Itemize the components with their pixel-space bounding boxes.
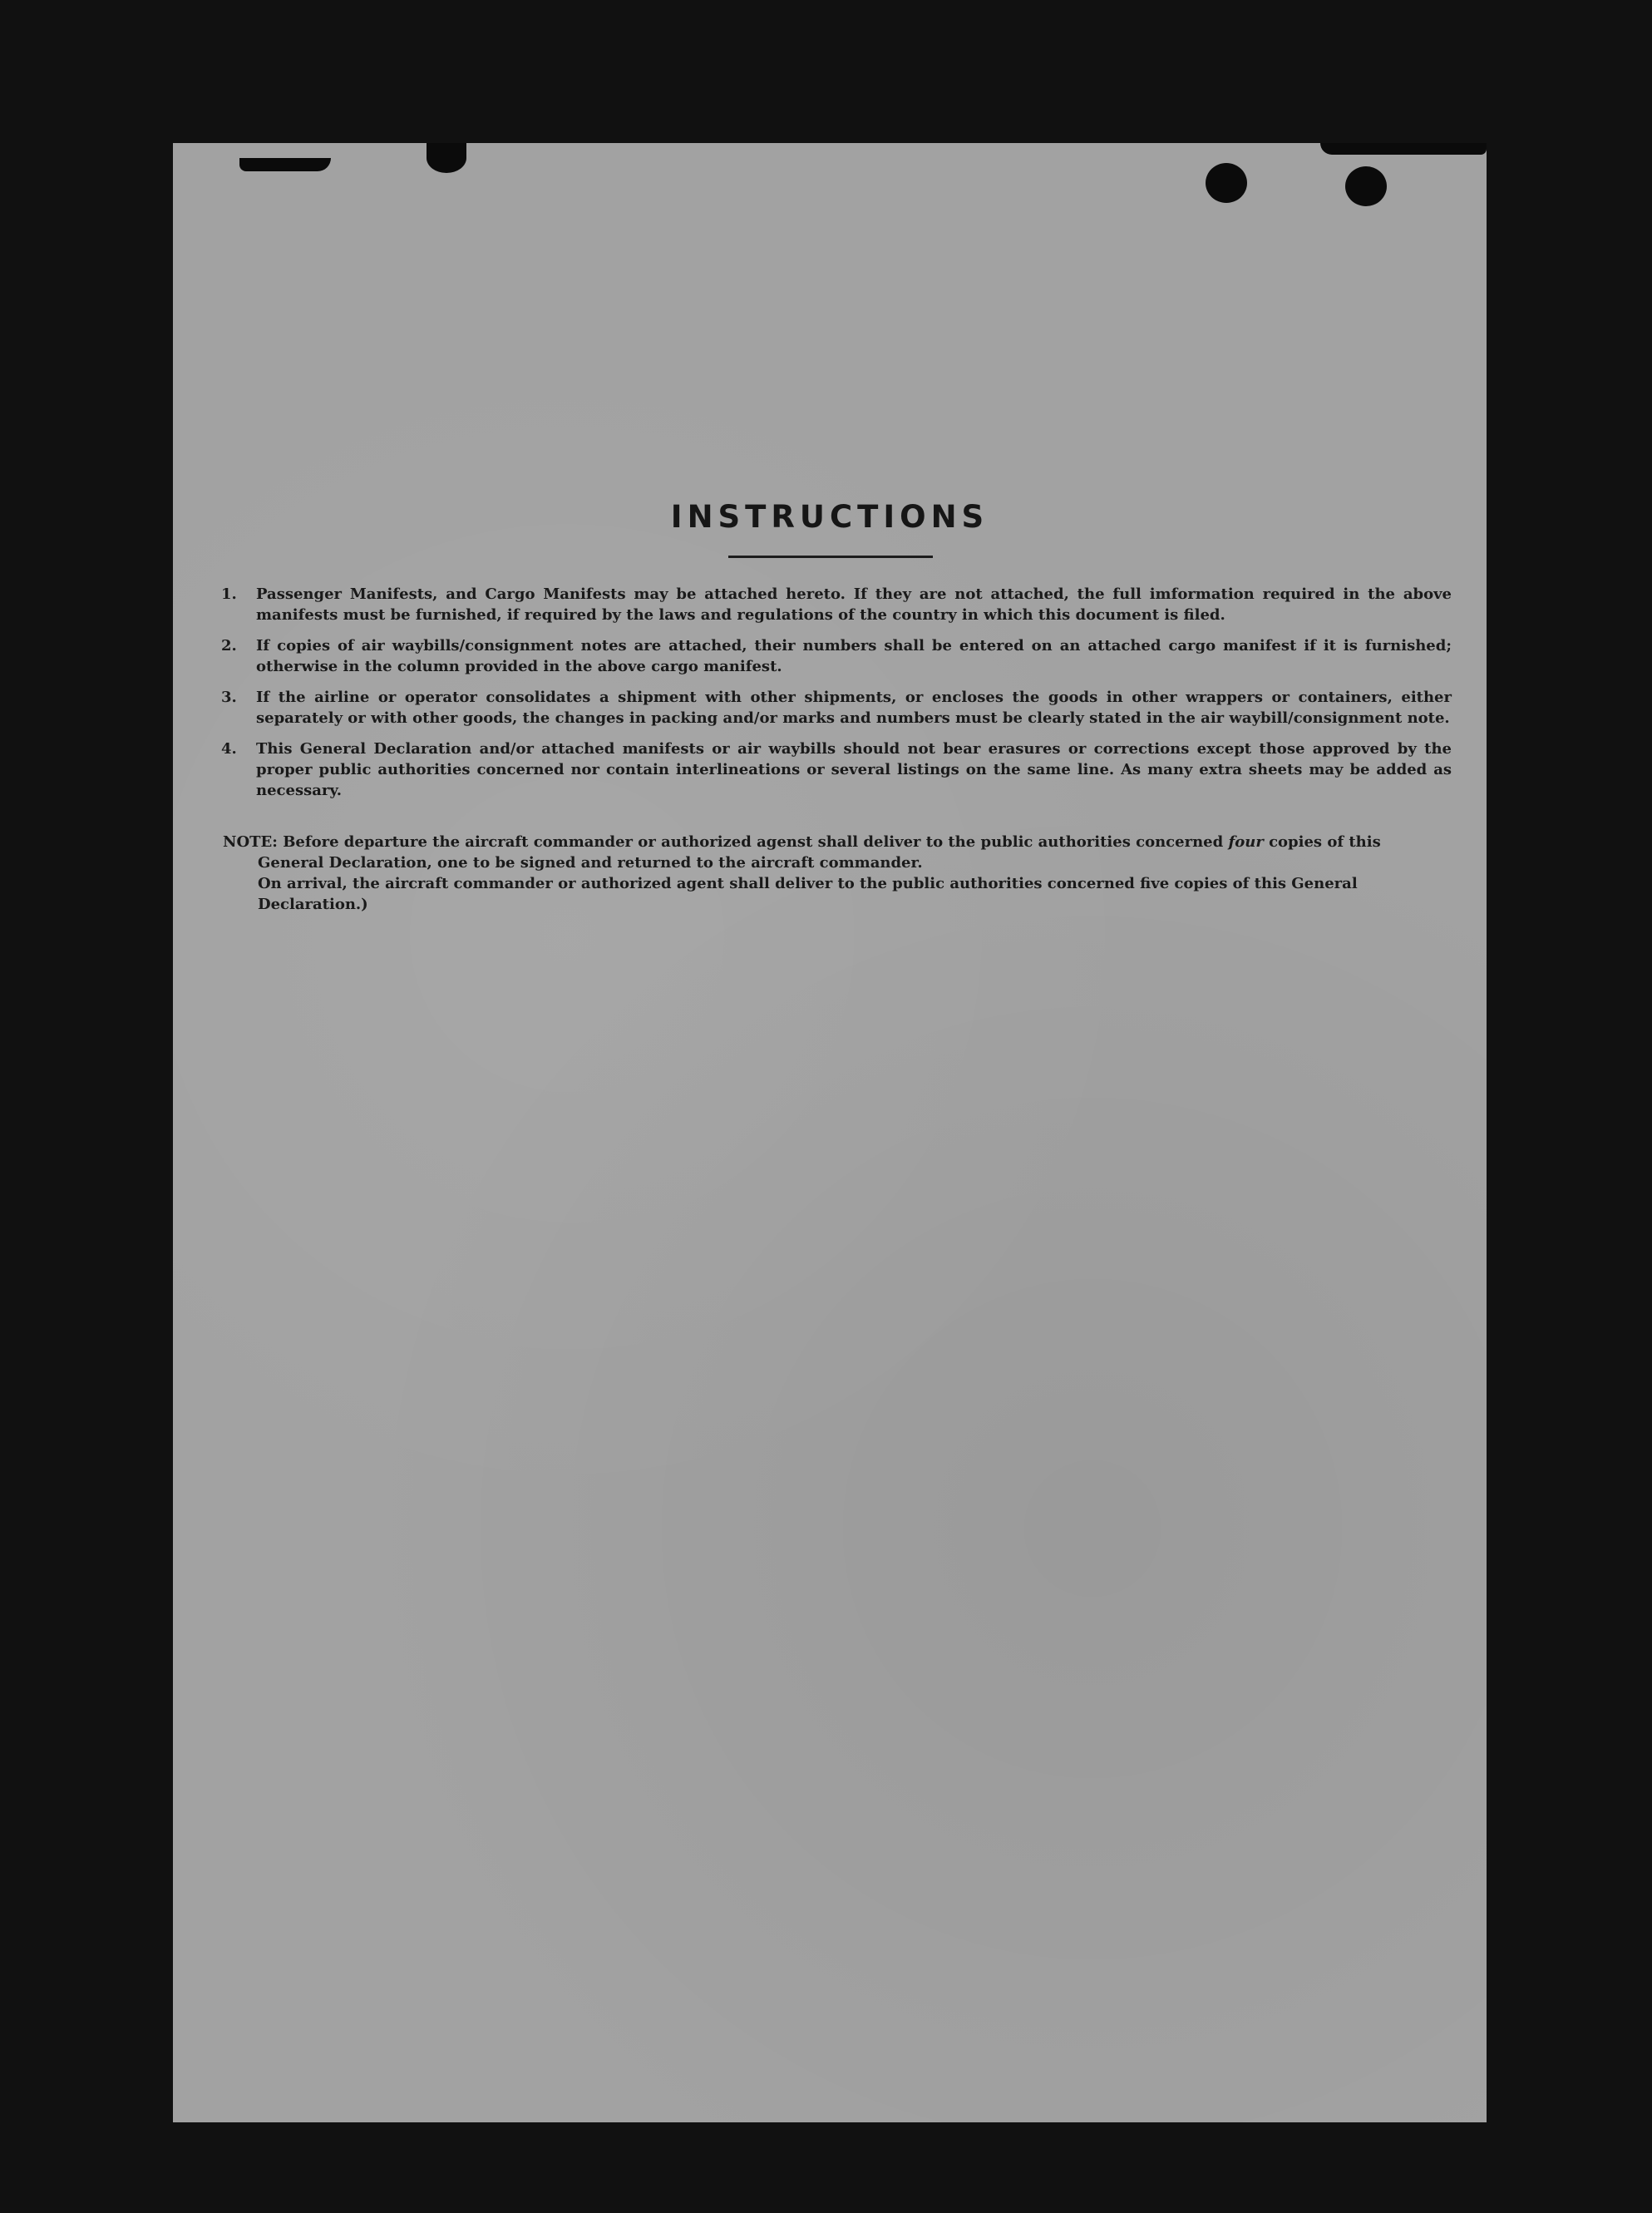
note-departure-before: Before departure the aircraft commander or authorized agenst shall deliver to the public authorities concerned	[283, 833, 1224, 851]
punch-hole-right-1	[1206, 163, 1247, 203]
note-arrival: On arrival, the aircraft commander or authorized agent shall deliver to the public authorities concerned five copies of this General Declaration.)	[258, 875, 1358, 913]
instruction-number: 3.	[221, 689, 237, 706]
instruction-number: 1.	[221, 585, 237, 603]
instruction-text: If the airline or operator consolidates a shipment with other shipments, or encloses the goods in other wrappers or containers, either separately or with other goods, the changes in packing and/or marks and numbers must be clearly stated in the air waybill/consignment note.	[256, 689, 1452, 727]
instruction-number: 4.	[221, 740, 237, 758]
punch-hole-left	[427, 143, 466, 173]
punch-hole-right-2	[1345, 166, 1387, 206]
note-departure-count: four	[1228, 833, 1264, 851]
instruction-text: If copies of air waybills/consignment notes are attached, their numbers shall be entered on an attached cargo manifest if it is furnished; otherwise in the column provided in the above cargo manifest.	[256, 637, 1452, 675]
title-underline	[728, 556, 933, 558]
note-departure-after: copies of this General Declaration, one to be signed and returned to the aircraft commander.	[258, 833, 1381, 872]
instruction-item	[221, 584, 1452, 625]
instructions-title: INSTRUCTIONS	[670, 499, 989, 535]
instruction-item	[221, 635, 1452, 677]
document-sheet	[173, 143, 1487, 2122]
note-block	[223, 832, 1452, 915]
instruction-item	[221, 738, 1452, 801]
note-label: NOTE:	[223, 833, 278, 851]
instruction-text: Passenger Manifests, and Cargo Manifests may be attached hereto. If they are not attached, the full imformation required in the above manifests must be furnished, if required by the laws and regulations of the country in which this document is filed.	[256, 585, 1452, 624]
instructions-list	[221, 584, 1452, 811]
torn-corner-left	[239, 158, 331, 171]
torn-edge-right	[1320, 143, 1487, 155]
instruction-item	[221, 687, 1452, 729]
note-departure	[223, 832, 1452, 873]
instruction-number: 2.	[221, 637, 237, 655]
instruction-text: This General Declaration and/or attached manifests or air waybills should not bear erasures or corrections except those approved by the proper public authorities concerned nor contain interlineations or several listings on the same line. As many extra sheets may be added as necessary.	[256, 740, 1452, 799]
